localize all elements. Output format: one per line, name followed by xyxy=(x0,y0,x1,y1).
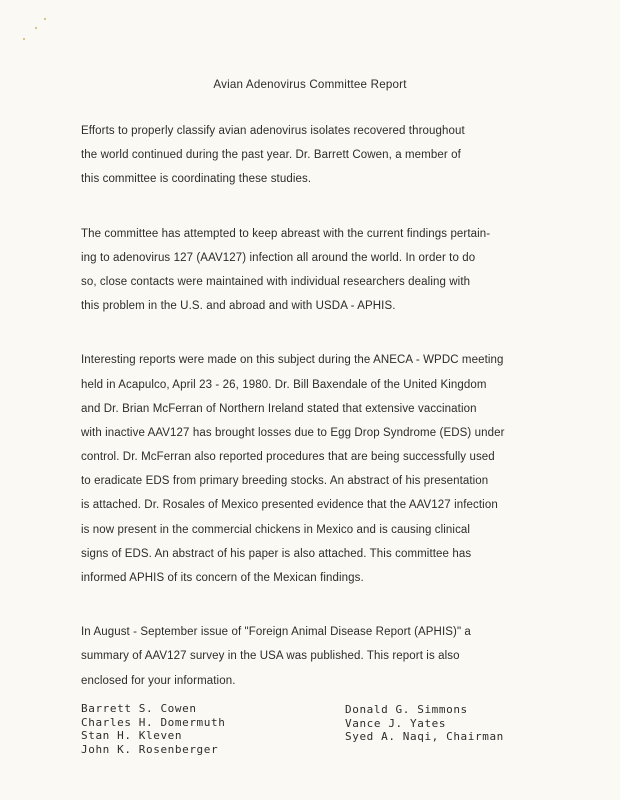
paragraph-survey-report xyxy=(81,625,601,698)
signatory-name: John K. Rosenberger xyxy=(81,742,219,756)
text-line: held in Acapulco, April 23 - 26, 1980. Dr. Bill Baxendale of the United Kingdom xyxy=(81,378,487,391)
text-line: is attached. Dr. Rosales of Mexico presented evidence that the AAV127 infection xyxy=(81,499,498,512)
text-line: and Dr. Brian McFerran of Northern Ireland stated that extensive vaccination xyxy=(81,402,477,415)
signatory-name: Barrett S. Cowen xyxy=(81,702,197,715)
text-line: the world continued during the past year. Dr. Barrett Cowen, a member of xyxy=(81,149,461,162)
signatory-chairman: Syed A. Naqi, Chairman xyxy=(345,730,504,743)
text-line: this problem in the U.S. and abroad and with USDA - APHIS. xyxy=(81,300,396,313)
signatory-name: Stan H. Kleven xyxy=(81,729,183,742)
text-line: so, close contacts were maintained with individual researchers dealing with xyxy=(81,275,471,288)
paper-speck xyxy=(44,18,46,20)
text-line: this committee is coordinating these studies. xyxy=(81,173,312,186)
signatories-right xyxy=(345,703,504,744)
signatory-name: Donald G. Simmons xyxy=(345,703,468,716)
signatory-name: Vance J. Yates xyxy=(345,716,447,730)
report-body xyxy=(81,124,601,728)
text-line: with inactive AAV127 has brought losses due to Egg Drop Syndrome (EDS) under xyxy=(81,426,505,439)
signatory-name: Charles H. Domermuth xyxy=(81,715,226,729)
text-line: to eradicate EDS from primary breeding stocks. An abstract of his presentation xyxy=(81,475,489,488)
text-line: control. Dr. McFerran also reported procedures that are being successfully used xyxy=(81,451,495,464)
paragraph-committee-activity xyxy=(81,227,601,324)
paper-speck xyxy=(35,27,37,29)
paragraph-meeting-reports xyxy=(81,353,601,595)
text-line: The committee has attempted to keep abreast with the current findings pertain- xyxy=(81,227,491,240)
text-line: signs of EDS. An abstract of his paper is also attached. This committee has xyxy=(81,547,472,560)
text-line: summary of AAV127 survey in the USA was published. This report is also xyxy=(81,650,460,663)
paragraph-classification xyxy=(81,124,601,197)
paper-speck xyxy=(23,38,25,40)
text-line: enclosed for your information. xyxy=(81,674,236,687)
text-line: Interesting reports were made on this subject during the ANECA - WPDC meeting xyxy=(81,354,504,367)
signatories-left xyxy=(81,702,225,756)
text-line: Efforts to properly classify avian adenovirus isolates recovered throughout xyxy=(81,125,465,137)
text-line: is now present in the commercial chickens in Mexico and is causing clinical xyxy=(81,523,471,536)
text-line: ing to adenovirus 127 (AAV127) infection all around the world. In order to do xyxy=(81,251,476,264)
text-line: In August - September issue of "Foreign Animal Disease Report (APHIS)" a xyxy=(81,626,471,639)
report-title: Avian Adenovirus Committee Report xyxy=(213,78,407,91)
text-line: informed APHIS of its concern of the Mexican findings. xyxy=(81,572,364,584)
